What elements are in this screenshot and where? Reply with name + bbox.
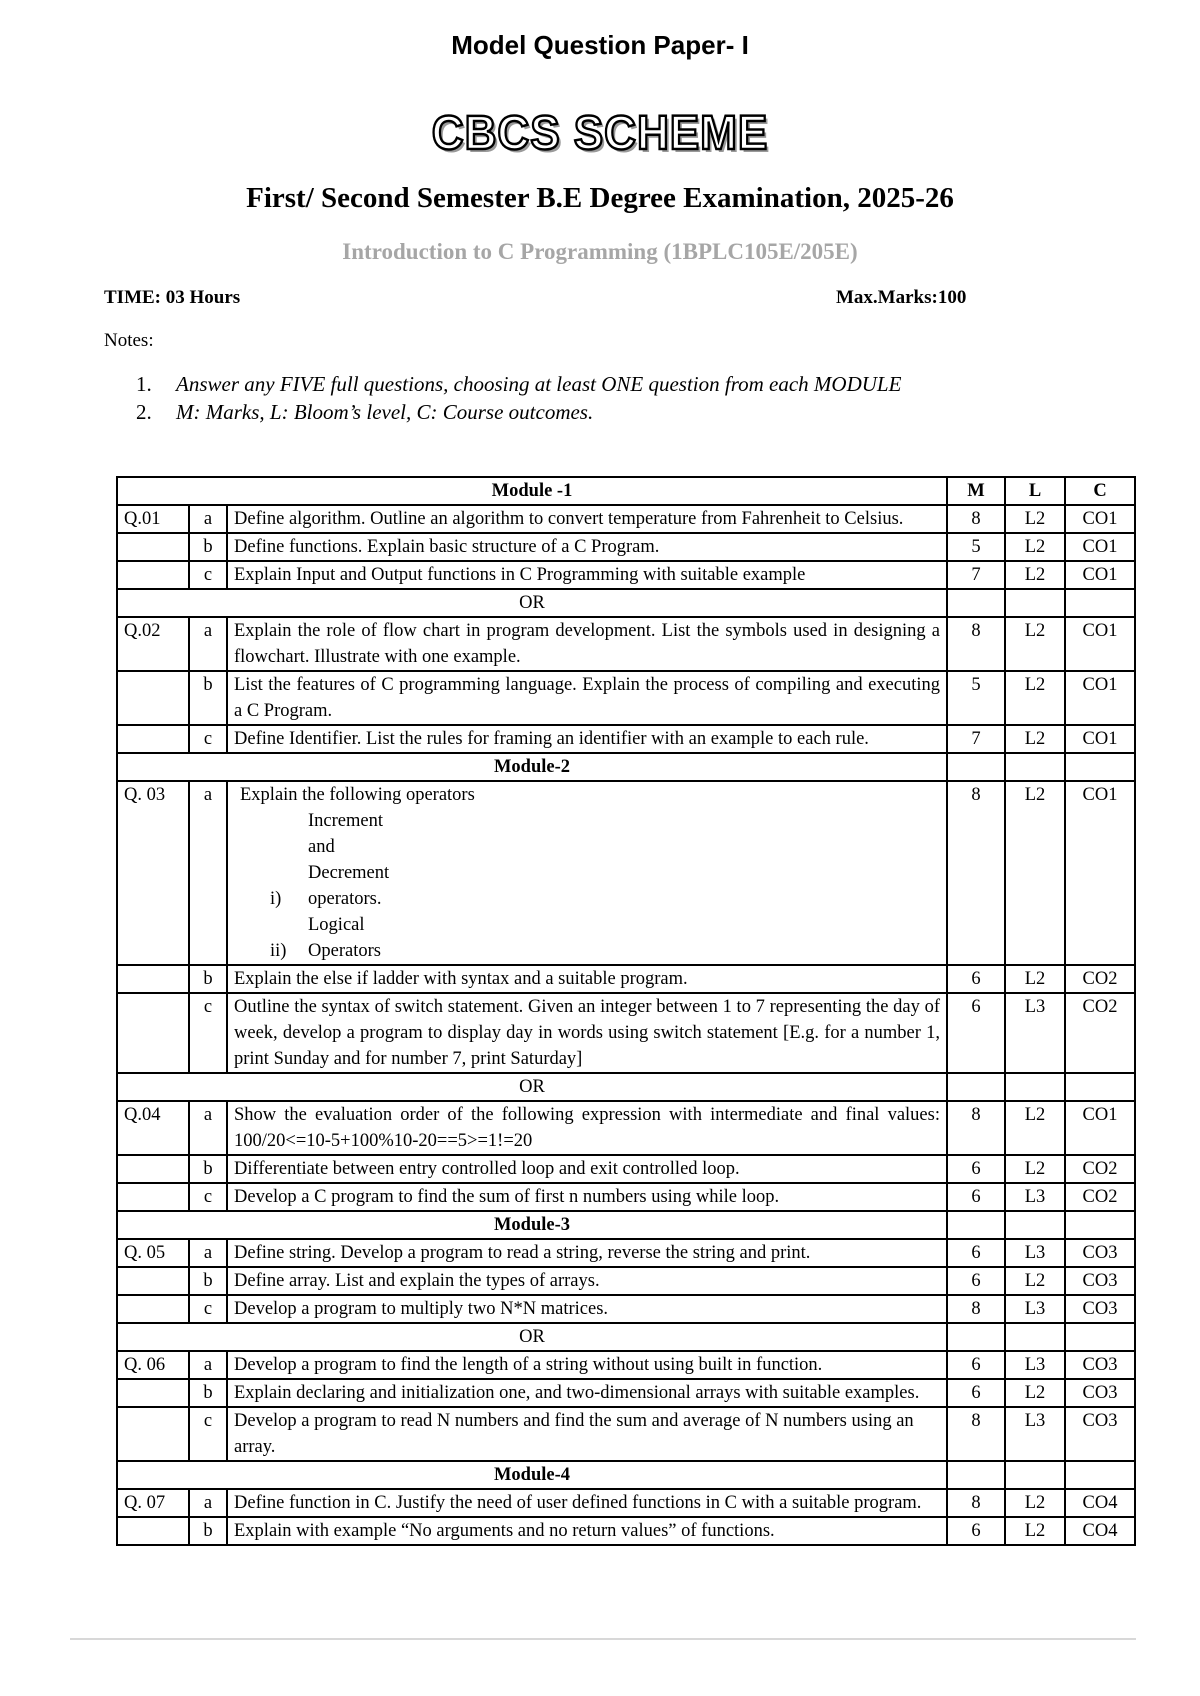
marks-cell: 6 bbox=[947, 1155, 1005, 1183]
operator-list bbox=[234, 808, 940, 964]
marks-cell: 8 bbox=[947, 617, 1005, 671]
question-text: Define Identifier. List the rules for framing an identifier with an example to each rule. bbox=[227, 725, 947, 753]
table-row bbox=[117, 993, 1135, 1073]
co-cell: CO1 bbox=[1065, 725, 1135, 753]
question-text: Define algorithm. Outline an algorithm to convert temperature from Fahrenheit to Celsius. bbox=[227, 505, 947, 533]
question-text: Explain the else if ladder with syntax and a suitable program. bbox=[227, 965, 947, 993]
marks-cell: 8 bbox=[947, 1489, 1005, 1517]
max-marks: Max.Marks:100 bbox=[836, 287, 967, 308]
marks-cell: 6 bbox=[947, 1517, 1005, 1545]
co-cell: CO2 bbox=[1065, 965, 1135, 993]
list-number: ii) bbox=[270, 941, 287, 961]
level-cell: L2 bbox=[1005, 781, 1065, 965]
empty-cell bbox=[1065, 1461, 1135, 1489]
co-cell: CO3 bbox=[1065, 1351, 1135, 1379]
empty-cell bbox=[947, 1323, 1005, 1351]
question-number bbox=[117, 1183, 189, 1211]
level-cell: L2 bbox=[1005, 965, 1065, 993]
question-text: Develop a program to read N numbers and find the sum and average of N numbers using an array. bbox=[227, 1407, 947, 1461]
co-column-header: C bbox=[1065, 477, 1135, 505]
empty-cell bbox=[1065, 1211, 1135, 1239]
module-title: Module-3 bbox=[117, 1211, 947, 1239]
note-text: M: Marks, L: Bloom’s level, C: Course outcomes. bbox=[176, 400, 594, 424]
co-cell: CO3 bbox=[1065, 1379, 1135, 1407]
list-text: Logical Operators bbox=[308, 915, 381, 961]
co-cell: CO2 bbox=[1065, 1155, 1135, 1183]
note-item bbox=[136, 398, 901, 426]
table-row bbox=[117, 505, 1135, 533]
co-cell: CO3 bbox=[1065, 1295, 1135, 1323]
or-divider: OR bbox=[117, 1073, 947, 1101]
co-cell: CO2 bbox=[1065, 1183, 1135, 1211]
module-header-row bbox=[117, 1461, 1135, 1489]
question-text: Explain declaring and initialization one, and two-dimensional arrays with suitable examples. bbox=[227, 1379, 947, 1407]
question-number: Q.02 bbox=[117, 617, 189, 671]
marks-cell: 5 bbox=[947, 671, 1005, 725]
notes-label: Notes: bbox=[104, 330, 154, 351]
sub-question-label: c bbox=[189, 561, 227, 589]
empty-cell bbox=[947, 753, 1005, 781]
level-cell: L2 bbox=[1005, 1101, 1065, 1155]
sub-question-label: a bbox=[189, 617, 227, 671]
sub-question-label: b bbox=[189, 1155, 227, 1183]
marks-cell: 5 bbox=[947, 533, 1005, 561]
question-text: Define functions. Explain basic structure of a C Program. bbox=[227, 533, 947, 561]
table-row bbox=[117, 1517, 1135, 1545]
table-row bbox=[117, 1351, 1135, 1379]
or-row bbox=[117, 1073, 1135, 1101]
co-cell: CO1 bbox=[1065, 617, 1135, 671]
marks-cell: 6 bbox=[947, 1267, 1005, 1295]
table-row bbox=[117, 1407, 1135, 1461]
note-text: Answer any FIVE full questions, choosing at least ONE question from each MODULE bbox=[176, 372, 902, 396]
question-text: Outline the syntax of switch statement. Given an integer between 1 to 7 representing the day of week, develop a program to display day in words using switch statement [E.g. for a number 1, print Sunday and for number 7, print Saturday] bbox=[227, 993, 947, 1073]
question-text: Show the evaluation order of the following expression with intermediate and final values: 100/20<=10-5+100%10-20==5>=1!=20 bbox=[227, 1101, 947, 1155]
marks-cell: 8 bbox=[947, 1101, 1005, 1155]
paper-title: Model Question Paper- I bbox=[451, 30, 749, 60]
subject-title: Introduction to C Programming (1BPLC105E/205E) bbox=[342, 239, 858, 264]
table-row bbox=[117, 1183, 1135, 1211]
empty-cell bbox=[1065, 1323, 1135, 1351]
empty-cell bbox=[1005, 753, 1065, 781]
empty-cell bbox=[947, 589, 1005, 617]
sub-question-label: c bbox=[189, 1295, 227, 1323]
sub-question-label: b bbox=[189, 1379, 227, 1407]
sub-question-label: b bbox=[189, 671, 227, 725]
empty-cell bbox=[947, 1073, 1005, 1101]
level-cell: L3 bbox=[1005, 1351, 1065, 1379]
sub-question-label: c bbox=[189, 1183, 227, 1211]
sub-question-label: a bbox=[189, 505, 227, 533]
notes-list bbox=[136, 370, 901, 426]
question-number bbox=[117, 1379, 189, 1407]
marks-cell: 6 bbox=[947, 1239, 1005, 1267]
level-cell: L3 bbox=[1005, 993, 1065, 1073]
table-row bbox=[117, 1489, 1135, 1517]
list-number: i) bbox=[270, 889, 282, 909]
page-footer-divider bbox=[70, 1638, 1136, 1640]
module-header-row bbox=[117, 1211, 1135, 1239]
module-header-row bbox=[117, 753, 1135, 781]
level-cell: L2 bbox=[1005, 561, 1065, 589]
sub-question-label: a bbox=[189, 781, 227, 965]
question-number: Q.04 bbox=[117, 1101, 189, 1155]
list-item bbox=[270, 912, 940, 964]
table-row bbox=[117, 1379, 1135, 1407]
marks-cell: 6 bbox=[947, 1379, 1005, 1407]
empty-cell bbox=[947, 1461, 1005, 1489]
co-cell: CO1 bbox=[1065, 1101, 1135, 1155]
level-cell: L2 bbox=[1005, 505, 1065, 533]
empty-cell bbox=[1065, 1073, 1135, 1101]
table-row bbox=[117, 1295, 1135, 1323]
empty-cell bbox=[1005, 1323, 1065, 1351]
sub-question-label: b bbox=[189, 1267, 227, 1295]
table-row bbox=[117, 725, 1135, 753]
marks-cell: 6 bbox=[947, 993, 1005, 1073]
marks-cell: 8 bbox=[947, 1407, 1005, 1461]
sub-question-label: a bbox=[189, 1489, 227, 1517]
marks-cell: 6 bbox=[947, 965, 1005, 993]
empty-cell bbox=[1065, 589, 1135, 617]
table-row bbox=[117, 1239, 1135, 1267]
question-number: Q.01 bbox=[117, 505, 189, 533]
marks-cell: 7 bbox=[947, 561, 1005, 589]
marks-cell: 8 bbox=[947, 781, 1005, 965]
level-cell: L3 bbox=[1005, 1295, 1065, 1323]
question-text: Explain the following operators bbox=[240, 785, 475, 805]
table-row bbox=[117, 1267, 1135, 1295]
level-cell: L3 bbox=[1005, 1407, 1065, 1461]
sub-question-label: a bbox=[189, 1239, 227, 1267]
table-row bbox=[117, 965, 1135, 993]
table-row bbox=[117, 533, 1135, 561]
co-cell: CO4 bbox=[1065, 1517, 1135, 1545]
question-number bbox=[117, 965, 189, 993]
module-title: Module -1 bbox=[117, 477, 947, 505]
question-number: Q. 05 bbox=[117, 1239, 189, 1267]
table-row bbox=[117, 561, 1135, 589]
level-cell: L2 bbox=[1005, 671, 1065, 725]
sub-question-label: c bbox=[189, 725, 227, 753]
level-cell: L2 bbox=[1005, 725, 1065, 753]
question-text: Define array. List and explain the types of arrays. bbox=[227, 1267, 947, 1295]
sub-question-label: b bbox=[189, 533, 227, 561]
co-cell: CO3 bbox=[1065, 1407, 1135, 1461]
level-column-header: L bbox=[1005, 477, 1065, 505]
question-number bbox=[117, 561, 189, 589]
co-cell: CO3 bbox=[1065, 1239, 1135, 1267]
question-text: Differentiate between entry controlled loop and exit controlled loop. bbox=[227, 1155, 947, 1183]
or-divider: OR bbox=[117, 1323, 947, 1351]
or-row bbox=[117, 589, 1135, 617]
level-cell: L2 bbox=[1005, 1155, 1065, 1183]
module-header-row bbox=[117, 477, 1135, 505]
question-text: Define function in C. Justify the need of user defined functions in C with a suitable program. bbox=[227, 1489, 947, 1517]
question-text: Develop a program to multiply two N*N matrices. bbox=[227, 1295, 947, 1323]
level-cell: L2 bbox=[1005, 1379, 1065, 1407]
co-cell: CO1 bbox=[1065, 671, 1135, 725]
question-text: Develop a C program to find the sum of first n numbers using while loop. bbox=[227, 1183, 947, 1211]
note-number: 1. bbox=[136, 372, 152, 396]
question-number: Q. 06 bbox=[117, 1351, 189, 1379]
empty-cell bbox=[1005, 1211, 1065, 1239]
table-row bbox=[117, 671, 1135, 725]
exam-time: TIME: 03 Hours bbox=[104, 287, 241, 308]
sub-question-label: c bbox=[189, 1407, 227, 1461]
co-cell: CO3 bbox=[1065, 1267, 1135, 1295]
table-row bbox=[117, 1101, 1135, 1155]
question-number bbox=[117, 725, 189, 753]
note-number: 2. bbox=[136, 400, 152, 424]
level-cell: L3 bbox=[1005, 1239, 1065, 1267]
sub-question-label: b bbox=[189, 965, 227, 993]
sub-question-label: a bbox=[189, 1101, 227, 1155]
question-number: Q. 03 bbox=[117, 781, 189, 965]
empty-cell bbox=[1005, 589, 1065, 617]
level-cell: L2 bbox=[1005, 1267, 1065, 1295]
empty-cell bbox=[1005, 1073, 1065, 1101]
question-number bbox=[117, 1407, 189, 1461]
list-text: Increment and Decrement operators. bbox=[308, 811, 390, 909]
co-cell: CO4 bbox=[1065, 1489, 1135, 1517]
empty-cell bbox=[1005, 1461, 1065, 1489]
co-cell: CO1 bbox=[1065, 533, 1135, 561]
level-cell: L2 bbox=[1005, 533, 1065, 561]
empty-cell bbox=[1065, 753, 1135, 781]
question-number bbox=[117, 1517, 189, 1545]
marks-cell: 7 bbox=[947, 725, 1005, 753]
question-number bbox=[117, 993, 189, 1073]
question-text-cell bbox=[227, 781, 947, 965]
sub-question-label: c bbox=[189, 993, 227, 1073]
question-number bbox=[117, 1295, 189, 1323]
co-cell: CO1 bbox=[1065, 781, 1135, 965]
co-cell: CO1 bbox=[1065, 561, 1135, 589]
question-number bbox=[117, 533, 189, 561]
question-text: Develop a program to find the length of a string without using built in function. bbox=[227, 1351, 947, 1379]
question-text: Explain Input and Output functions in C Programming with suitable example bbox=[227, 561, 947, 589]
table-row bbox=[117, 781, 1135, 965]
list-item bbox=[270, 808, 940, 912]
question-number: Q. 07 bbox=[117, 1489, 189, 1517]
empty-cell bbox=[947, 1211, 1005, 1239]
table-row bbox=[117, 617, 1135, 671]
question-text: Define string. Develop a program to read a string, reverse the string and print. bbox=[227, 1239, 947, 1267]
marks-cell: 6 bbox=[947, 1183, 1005, 1211]
exam-title: First/ Second Semester B.E Degree Examination, 2025-26 bbox=[246, 182, 954, 214]
question-number bbox=[117, 1155, 189, 1183]
note-item bbox=[136, 370, 901, 398]
level-cell: L2 bbox=[1005, 1517, 1065, 1545]
cbcs-scheme-logo: CBCS SCHEME bbox=[431, 107, 769, 160]
level-cell: L3 bbox=[1005, 1183, 1065, 1211]
marks-column-header: M bbox=[947, 477, 1005, 505]
question-number bbox=[117, 671, 189, 725]
sub-question-label: a bbox=[189, 1351, 227, 1379]
co-cell: CO2 bbox=[1065, 993, 1135, 1073]
question-table bbox=[116, 476, 1136, 1546]
marks-cell: 8 bbox=[947, 1295, 1005, 1323]
table-row bbox=[117, 1155, 1135, 1183]
marks-cell: 6 bbox=[947, 1351, 1005, 1379]
question-number bbox=[117, 1267, 189, 1295]
level-cell: L2 bbox=[1005, 617, 1065, 671]
question-text: Explain the role of flow chart in program development. List the symbols used in designing a flowchart. Illustrate with one example. bbox=[227, 617, 947, 671]
or-divider: OR bbox=[117, 589, 947, 617]
level-cell: L2 bbox=[1005, 1489, 1065, 1517]
module-title: Module-2 bbox=[117, 753, 947, 781]
sub-question-label: b bbox=[189, 1517, 227, 1545]
marks-cell: 8 bbox=[947, 505, 1005, 533]
or-row bbox=[117, 1323, 1135, 1351]
question-text: Explain with example “No arguments and no return values” of functions. bbox=[227, 1517, 947, 1545]
module-title: Module-4 bbox=[117, 1461, 947, 1489]
question-text: List the features of C programming language. Explain the process of compiling and executing a C Program. bbox=[227, 671, 947, 725]
co-cell: CO1 bbox=[1065, 505, 1135, 533]
